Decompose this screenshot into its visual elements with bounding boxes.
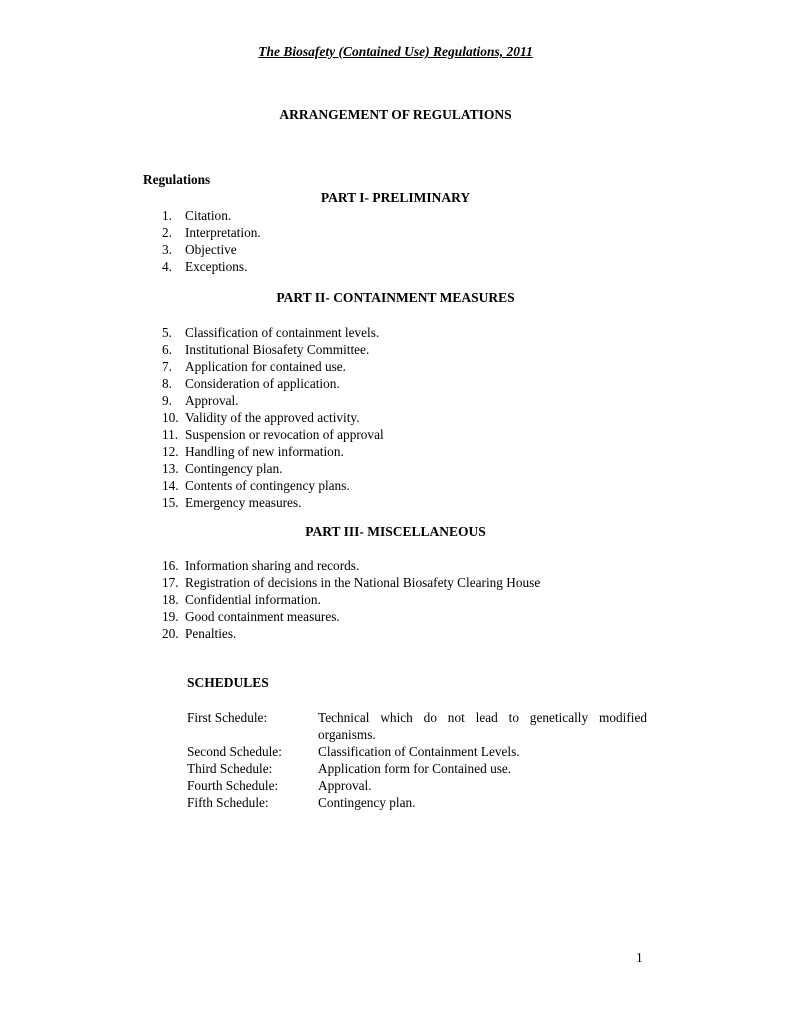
item-number: 5. bbox=[162, 325, 172, 340]
item-number: 16. bbox=[162, 558, 179, 573]
item-text: Registration of decisions in the National Biosafety Clearing House bbox=[185, 575, 541, 590]
list-item bbox=[162, 409, 384, 426]
schedule-description: Application form for Contained use. bbox=[318, 761, 512, 776]
schedule-name: Fourth Schedule: bbox=[187, 778, 279, 793]
list-item bbox=[162, 375, 384, 392]
list-item bbox=[162, 557, 540, 574]
schedule-row bbox=[187, 709, 647, 743]
item-text: Penalties. bbox=[185, 626, 237, 641]
part-1-heading: PART I- PRELIMINARY bbox=[320, 190, 471, 205]
part-3-heading: PART III- MISCELLANEOUS bbox=[305, 524, 486, 539]
list-item bbox=[162, 494, 384, 511]
list-item bbox=[162, 392, 384, 409]
schedule-name: Third Schedule: bbox=[187, 761, 273, 776]
item-text: Institutional Biosafety Committee. bbox=[185, 342, 370, 357]
item-number: 18. bbox=[162, 592, 179, 607]
item-number: 17. bbox=[162, 575, 179, 590]
item-number: 8. bbox=[162, 376, 172, 391]
list-item bbox=[162, 207, 261, 224]
item-number: 11. bbox=[162, 427, 179, 442]
item-number: 13. bbox=[162, 461, 179, 476]
list-item bbox=[162, 241, 261, 258]
item-number: 7. bbox=[162, 359, 172, 374]
item-text: Handling of new information. bbox=[185, 444, 344, 459]
item-text: Consideration of application. bbox=[185, 376, 340, 391]
item-text: Contingency plan. bbox=[185, 461, 283, 476]
part-2-heading: PART II- CONTAINMENT MEASURES bbox=[276, 290, 515, 305]
item-number: 1. bbox=[162, 208, 172, 223]
schedule-description: Classification of Containment Levels. bbox=[318, 744, 520, 759]
item-text: Application for contained use. bbox=[185, 359, 346, 374]
schedule-description: Technical which do not lead to genetically modified organisms. bbox=[318, 710, 647, 742]
schedules-table bbox=[187, 709, 647, 811]
schedule-row bbox=[187, 760, 647, 777]
item-number: 4. bbox=[162, 259, 172, 274]
schedule-row bbox=[187, 777, 647, 794]
list-item bbox=[162, 426, 384, 443]
item-text: Good containment measures. bbox=[185, 609, 340, 624]
list-item bbox=[162, 341, 384, 358]
list-item bbox=[162, 358, 384, 375]
list-item bbox=[162, 224, 261, 241]
schedule-name: Fifth Schedule: bbox=[187, 795, 269, 810]
schedule-description: Approval. bbox=[318, 778, 372, 793]
list-item bbox=[162, 574, 540, 591]
item-text: Classification of containment levels. bbox=[185, 325, 380, 340]
list-item bbox=[162, 477, 384, 494]
item-number: 9. bbox=[162, 393, 172, 408]
list-item bbox=[162, 460, 384, 477]
item-text: Interpretation. bbox=[185, 225, 261, 240]
list-item bbox=[162, 591, 540, 608]
item-number: 12. bbox=[162, 444, 179, 459]
part-1-list bbox=[162, 207, 261, 275]
item-number: 6. bbox=[162, 342, 172, 357]
regulations-label: Regulations bbox=[143, 172, 211, 187]
item-text: Exceptions. bbox=[185, 259, 248, 274]
schedule-description: Contingency plan. bbox=[318, 795, 416, 810]
item-text: Confidential information. bbox=[185, 592, 321, 607]
item-text: Contents of contingency plans. bbox=[185, 478, 350, 493]
item-number: 19. bbox=[162, 609, 179, 624]
item-number: 14. bbox=[162, 478, 179, 493]
part-2-list bbox=[162, 324, 384, 511]
page-number: 1 bbox=[636, 950, 643, 965]
item-number: 20. bbox=[162, 626, 179, 641]
schedule-name: Second Schedule: bbox=[187, 744, 282, 759]
item-text: Emergency measures. bbox=[185, 495, 302, 510]
list-item bbox=[162, 608, 540, 625]
item-text: Validity of the approved activity. bbox=[185, 410, 360, 425]
list-item bbox=[162, 625, 540, 642]
schedule-row bbox=[187, 743, 647, 760]
list-item bbox=[162, 443, 384, 460]
item-text: Information sharing and records. bbox=[185, 558, 360, 573]
item-text: Objective bbox=[185, 242, 237, 257]
schedules-heading: SCHEDULES bbox=[187, 675, 269, 690]
item-text: Citation. bbox=[185, 208, 232, 223]
schedule-row bbox=[187, 794, 647, 811]
item-number: 15. bbox=[162, 495, 179, 510]
list-item bbox=[162, 324, 384, 341]
item-text: Approval. bbox=[185, 393, 239, 408]
item-number: 10. bbox=[162, 410, 179, 425]
item-number: 3. bbox=[162, 242, 172, 257]
document-header-title: The Biosafety (Contained Use) Regulations, 2011 bbox=[258, 44, 533, 59]
schedule-name: First Schedule: bbox=[187, 710, 268, 725]
item-number: 2. bbox=[162, 225, 172, 240]
part-3-list bbox=[162, 557, 540, 642]
item-text: Suspension or revocation of approval bbox=[185, 427, 384, 442]
arrangement-title: ARRANGEMENT OF REGULATIONS bbox=[279, 107, 512, 122]
list-item bbox=[162, 258, 261, 275]
